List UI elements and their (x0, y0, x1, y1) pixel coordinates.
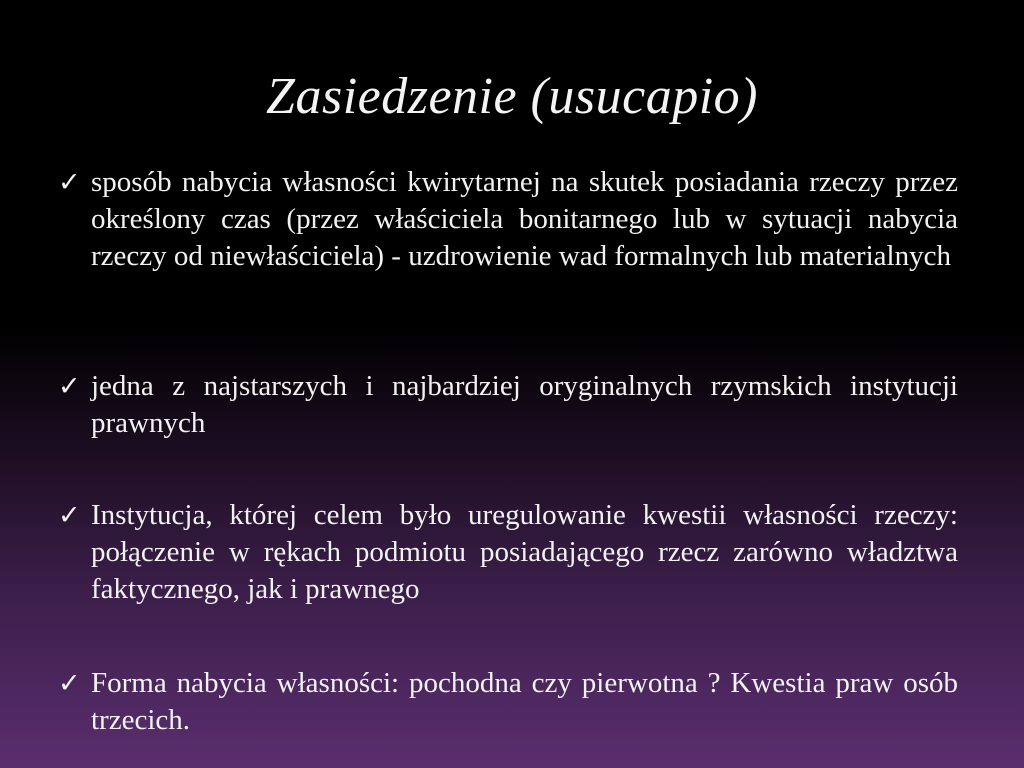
slide-title: Zasiedzenie (usucapio) (266, 68, 758, 125)
bullet-item (58, 368, 958, 442)
check-mark-icon: ✓ (58, 668, 81, 699)
check-mark-icon: ✓ (58, 500, 81, 531)
bullet-text: jedna z najstarszych i najbardziej oryginalnych rzymskich instytucji prawnych (91, 370, 958, 439)
check-mark-icon: ✓ (58, 167, 81, 198)
bullet-text: sposób nabycia własności kwirytarnej na skutek posiadania rzeczy przez określony czas (przez właściciela bonitarnego lub w sytuacji nabycia rzeczy od niewłaściciela) - uzdrowienie wad formalnych lub materialnych (91, 166, 958, 272)
bullet-text: Instytucja, której celem było uregulowanie kwestii własności rzeczy: połączenie w rękach podmiotu posiadającego rzecz zarówno władztwa faktycznego, jak i prawnego (91, 499, 958, 605)
bullet-item (58, 665, 958, 739)
bullet-item (58, 164, 958, 275)
bullet-item (58, 497, 958, 608)
check-mark-icon: ✓ (58, 371, 81, 402)
bullet-text: Forma nabycia własności: pochodna czy pierwotna ? Kwestia praw osób trzecich. (91, 667, 958, 736)
